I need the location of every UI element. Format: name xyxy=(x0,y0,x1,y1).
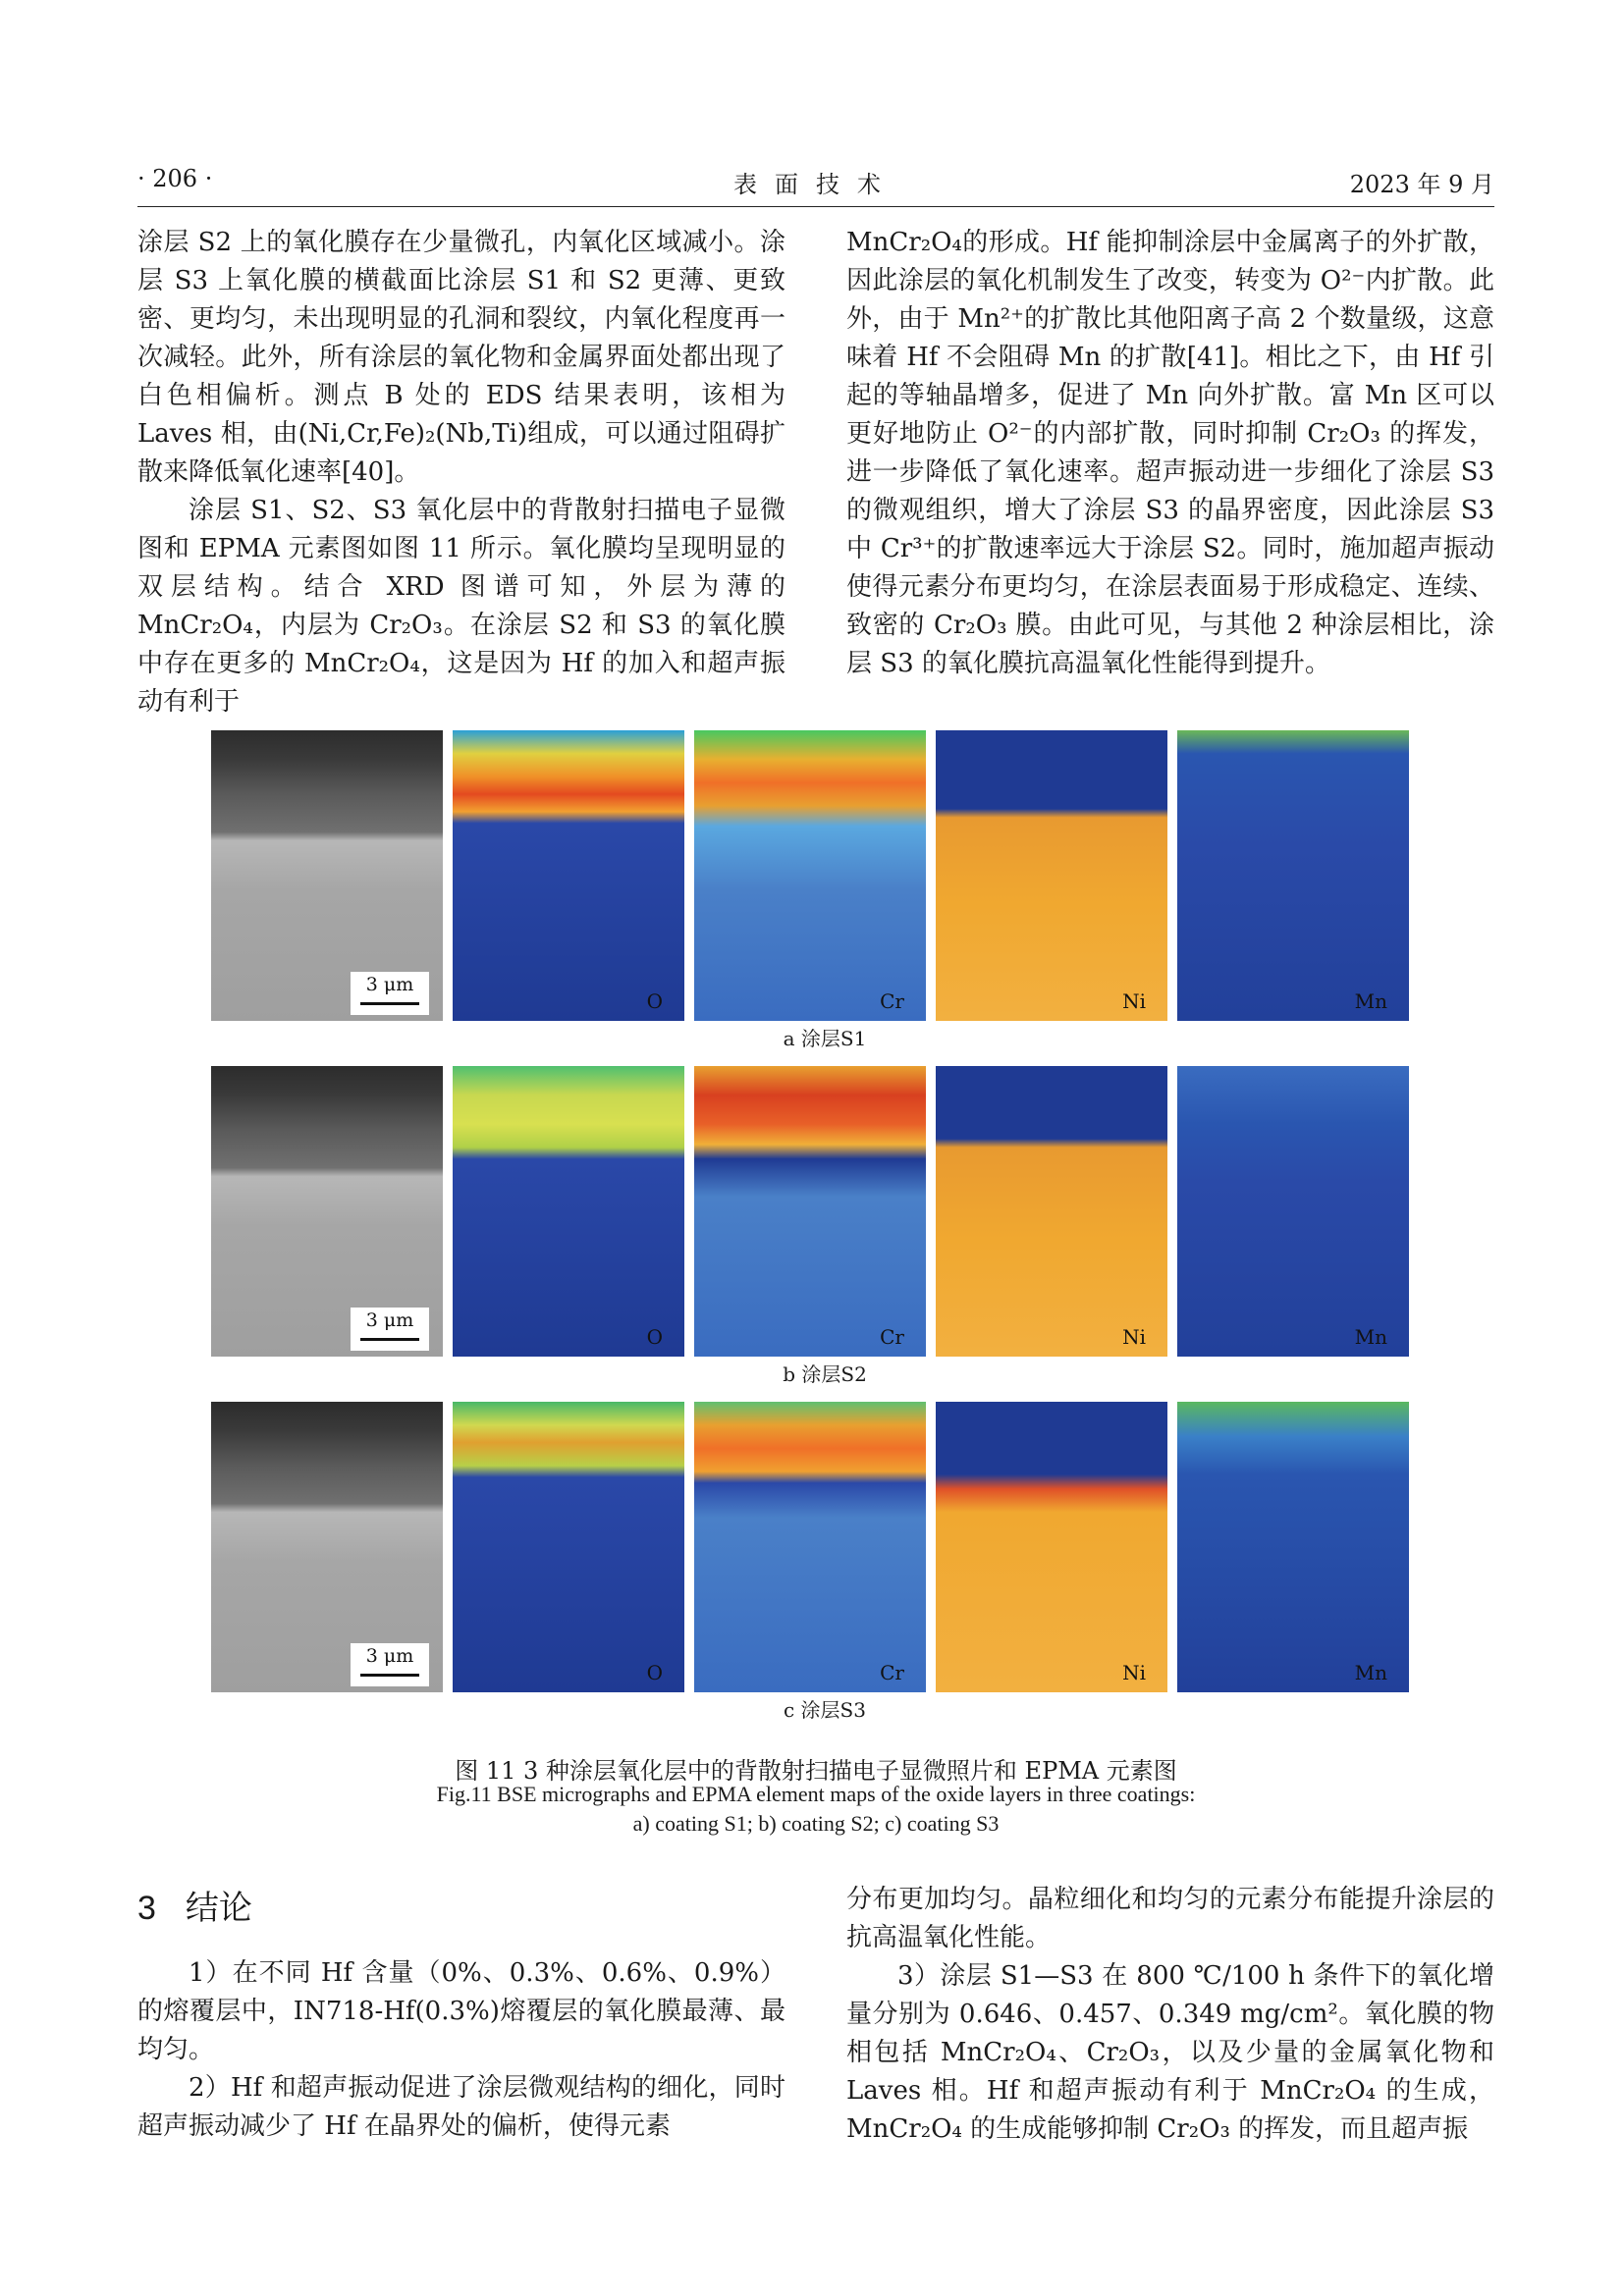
element-map-cr: Cr xyxy=(694,730,926,1021)
section-number: 3 xyxy=(137,1890,156,1927)
paragraph: 分布更加均匀。晶粒细化和均匀的元素分布能提升涂层的抗高温氧化性能。 xyxy=(846,1885,1494,1952)
element-map-ni: Ni xyxy=(936,730,1167,1021)
paragraph: MnCr₂O₄的形成。Hf 能抑制涂层中金属离子的外扩散，因此涂层的氧化机制发生了改变，转变为 O²⁻内扩散。此外，由于 Mn²⁺的扩散比其他阳离子高 2 个数量级，这意味着 Hf 不会阻碍 Mn 的扩散[41]。相比之下，由 Hf 引起的等轴晶增多，促进了 Mn 向外扩散。富 Mn 区可以更好地防止 O²⁻的内部扩散，同时抑制 Cr₂O₃ 的挥发，进一步降低了氧化速率。超声振动进一步细化了涂层 S3 的微观组织，增大了涂层 S3 的晶界密度，因此涂层 S3 中 Cr³⁺的扩散速率远大于涂层 S2。同时，施加超声振动使得元素分布更均匀，在涂层表面易于形成稳定、连续、致密的 Cr₂O₃ 膜。由此可见，与其他 2 种涂层相比，涂层 S3 的氧化膜抗高温氧化性能得到提升。 xyxy=(846,228,1494,678)
element-map-cr: Cr xyxy=(694,1402,926,1692)
subfigure-caption: b 涂层S2 xyxy=(783,1362,867,1386)
scale-bar: 3 μm xyxy=(351,1308,429,1351)
element-map-mn: Mn xyxy=(1177,1402,1409,1692)
element-map-o: O xyxy=(453,730,684,1021)
subfigure-caption: c 涂层S3 xyxy=(784,1698,866,1722)
bse-micrograph xyxy=(211,1066,443,1357)
figure-row-c xyxy=(211,1402,1438,1722)
section-heading xyxy=(137,1881,252,1929)
scale-bar: 3 μm xyxy=(351,972,429,1015)
scale-bar: 3 μm xyxy=(351,1643,429,1686)
element-map-mn: Mn xyxy=(1177,730,1409,1021)
element-map-ni: Ni xyxy=(936,1066,1167,1357)
figure-11 xyxy=(211,730,1438,1741)
paragraph: 涂层 S2 上的氧化膜存在少量微孔，内氧化区域减小。涂层 S3 上氧化膜的横截面比涂层 S1 和 S2 更薄、更致密、更均匀，未出现明显的孔洞和裂纹，内氧化程度再一次减轻。此外，所有涂层的氧化物和金属界面处都出现了白色相偏析。测点 B 处的 EDS 结果表明，该相为 Laves 相，由(Ni,Cr,Fe)₂(Nb,Ti)组成，可以通过阻碍扩散来降低氧化速率[40]。 xyxy=(137,228,785,487)
header-rule xyxy=(137,206,1494,207)
paragraph: 涂层 S1、S2、S3 氧化层中的背散射扫描电子显微图和 EPMA 元素图如图 11 所示。氧化膜均呈现明显的双层结构。结合 XRD 图谱可知，外层为薄的 MnCr₂O₄，内层为 Cr₂O₃。在涂层 S2 和 S3 的氧化膜中存在更多的 MnCr₂O₄，这是因为 Hf 的加入和超声振动有利于 xyxy=(137,496,785,717)
journal-title: 表面技术 xyxy=(733,171,898,198)
figure-caption-en: Fig.11 BSE micrographs and EPMA element maps of the oxide layers in three coatings: xyxy=(436,1782,1196,1806)
element-map-cr: Cr xyxy=(694,1066,926,1357)
paragraph: 1）在不同 Hf 含量（0%、0.3%、0.6%、0.9%）的熔覆层中，IN718-Hf(0.3%)熔覆层的氧化膜最薄、最均匀。 xyxy=(137,1958,785,2064)
figure-row-b xyxy=(211,1066,1438,1386)
conclusion-left-column xyxy=(137,1954,785,2146)
page-number: · 206 · xyxy=(137,165,213,192)
element-map-ni: Ni xyxy=(936,1402,1167,1692)
paragraph: 3）涂层 S1—S3 在 800 ℃/100 h 条件下的氧化增量分别为 0.646、0.457、0.349 mg/cm²。氧化膜的物相包括 MnCr₂O₄、Cr₂O₃，以及少量的金属氧化物和 Laves 相。Hf 和超声振动有利于 MnCr₂O₄ 的生成，MnCr₂O₄ 的生成能够抑制 Cr₂O₃ 的挥发，而且超声振 xyxy=(846,1961,1494,2144)
section-title: 结论 xyxy=(185,1890,252,1927)
conclusion-right-column xyxy=(846,1881,1494,2149)
figure-row-a xyxy=(211,730,1438,1050)
paragraph: 2）Hf 和超声振动促进了涂层微观结构的细化，同时超声振动减少了 Hf 在晶界处的偏析，使得元素 xyxy=(137,2073,785,2141)
figure-caption-cn: 图 11 3 种涂层氧化层中的背散射扫描电子显微照片和 EPMA 元素图 xyxy=(455,1757,1177,1785)
element-map-o: O xyxy=(453,1402,684,1692)
issue-date: 2023 年 9 月 xyxy=(1349,171,1494,198)
page-header xyxy=(137,165,1494,200)
subfigure-caption: a 涂层S1 xyxy=(783,1027,867,1050)
figure-caption-en-sub: a) coating S1; b) coating S2; c) coating S3 xyxy=(632,1811,1000,1836)
element-map-o: O xyxy=(453,1066,684,1357)
body-left-column xyxy=(137,224,785,721)
bse-micrograph xyxy=(211,730,443,1021)
element-map-mn: Mn xyxy=(1177,1066,1409,1357)
body-right-column xyxy=(846,224,1494,683)
bse-micrograph xyxy=(211,1402,443,1692)
